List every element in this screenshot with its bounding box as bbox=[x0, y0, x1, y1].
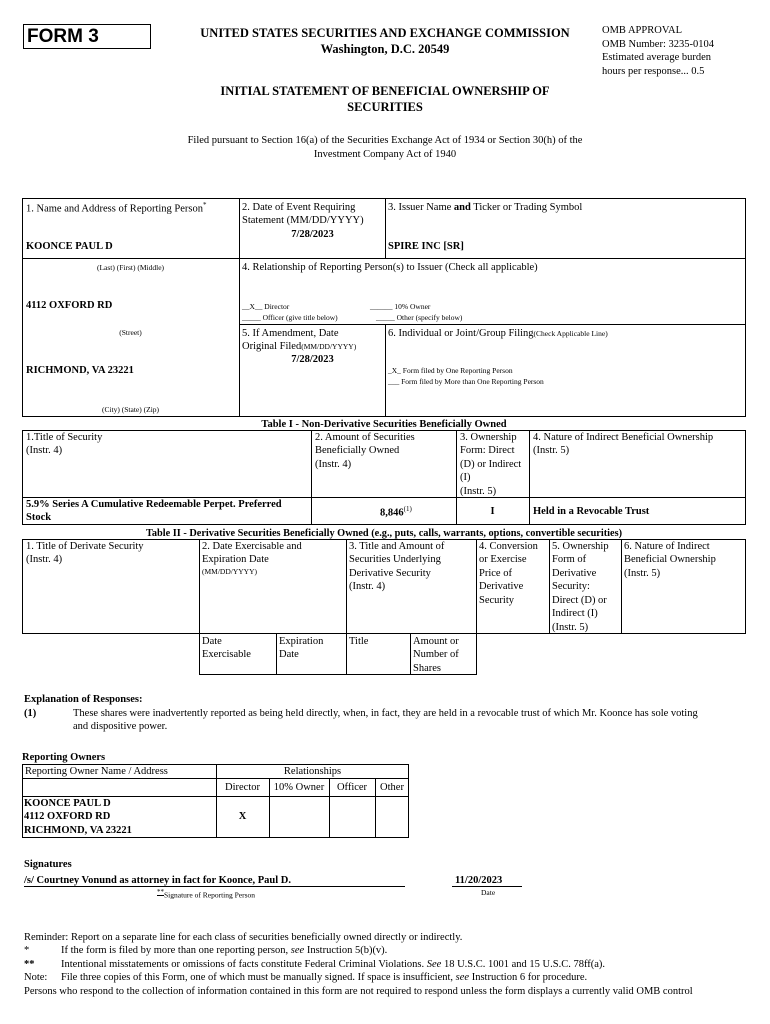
reporting-person-name: KOONCE PAUL D bbox=[26, 241, 113, 252]
note-label: Note: bbox=[24, 972, 48, 983]
note-text: File three copies of this Form, one of which must be manually signed. If space is insufficient, see Instruction 6 for procedure. bbox=[61, 972, 588, 983]
table1-col3-header: 3. Ownership Form: Direct (D) or Indirect (I) (Instr. 5) bbox=[460, 432, 522, 497]
owners-col-officer: Officer bbox=[336, 782, 368, 793]
table2-col5-header: 5. Ownership Form of Derivative Security: Direct (D) or Indirect (I) (Instr. 5) bbox=[552, 541, 609, 633]
sub-expiration-date: Expiration Date bbox=[279, 636, 324, 661]
omb-number: OMB Number: 3235-0104 bbox=[602, 38, 714, 50]
owners-col-other: Other bbox=[380, 782, 404, 793]
event-date: 7/28/2023 bbox=[291, 229, 334, 240]
director-checkbox[interactable]: __X__ Director bbox=[242, 302, 290, 311]
box1-label: 1. Name and Address of Reporting Person* bbox=[26, 201, 207, 215]
signatures-heading: Signatures bbox=[24, 859, 72, 870]
footnote-number: (1) bbox=[24, 708, 37, 719]
owners-col-name: Reporting Owner Name / Address bbox=[25, 766, 168, 777]
table1-col1-header: 1.Title of Security (Instr. 4) bbox=[26, 432, 103, 457]
table2-col1-header: 1. Title of Derivate Security (Instr. 4) bbox=[26, 541, 144, 566]
table2-col4-header: 4. Conversion or Exercise Price of Derivative Security bbox=[479, 541, 538, 606]
table1-row-title: 5.9% Series A Cumulative Redeemable Perpet. Preferred Stock bbox=[26, 499, 282, 524]
owner-address: KOONCE PAUL D 4112 OXFORD RD RICHMOND, VA 23221 bbox=[24, 798, 132, 836]
owners-heading: Reporting Owners bbox=[22, 752, 106, 763]
city-hint: (City) (State) (Zip) bbox=[101, 405, 160, 414]
explanation-heading: Explanation of Responses: bbox=[24, 694, 143, 705]
form-title-1: INITIAL STATEMENT OF BENEFICIAL OWNERSHIP OF bbox=[220, 84, 550, 98]
table1-row-nature: Held in a Revocable Trust bbox=[533, 506, 650, 517]
street-hint: (Street) bbox=[119, 328, 142, 337]
street-address: 4112 OXFORD RD bbox=[26, 300, 113, 311]
footnote-star2-text: Intentional misstatements or omissions of facts constitute Federal Criminal Violations. See 18 U.S.C. 1001 and 15 U.S.C. 78ff(a). bbox=[61, 959, 606, 970]
table1-title: Table I - Non-Derivative Securities Beneficially Owned bbox=[261, 419, 507, 430]
form-title-2: SECURITIES bbox=[347, 100, 423, 114]
date-caption: Date bbox=[481, 888, 496, 897]
signature-date: 11/20/2023 bbox=[455, 875, 503, 886]
officer-checkbox[interactable]: _____ Officer (give title below) bbox=[242, 313, 338, 322]
form-label-box bbox=[23, 24, 151, 49]
signer-name: /s/ Courtney Vonund as attorney in fact for Koonce, Paul D. bbox=[24, 875, 291, 886]
omb-block bbox=[602, 24, 762, 78]
reminder-text: Reminder: Report on a separate line for each class of securities beneficially owned directly or indirectly. bbox=[24, 932, 463, 943]
table1-col4-header: 4. Nature of Indirect Beneficial Ownership (Instr. 5) bbox=[533, 432, 714, 457]
persons-notice: Persons who respond to the collection of information contained in this form are not required to respond unless the form displays a currently valid OMB control bbox=[24, 986, 693, 997]
box5-label: 5. If Amendment, Date Original Filed(MM/DD/YYYY) bbox=[242, 328, 357, 353]
omb-burden-1: Estimated average burden bbox=[602, 52, 712, 63]
table1-row-form: I bbox=[490, 506, 495, 517]
sub-amount-shares: Amount or Number of Shares bbox=[413, 636, 459, 674]
box3-label: 3. Issuer Name and Ticker or Trading Symbol bbox=[388, 202, 583, 213]
agency-name: UNITED STATES SECURITIES AND EXCHANGE COMMISSION bbox=[200, 26, 570, 40]
owner-director-mark: X bbox=[238, 811, 247, 822]
table2-col3-header: 3. Title and Amount of Securities Underlying Derivative Security (Instr. 4) bbox=[349, 541, 445, 593]
owners-col-director: Director bbox=[225, 782, 260, 793]
city-state-zip: RICHMOND, VA 23221 bbox=[26, 365, 134, 376]
footnote-text: These shares were inadvertently reported as being held directly, when, in fact, they are held in a revocable trust of which Mr. Koonce has sole voting and dispositive power. bbox=[73, 708, 698, 733]
filed-pursuant-1: Filed pursuant to Section 16(a) of the Securities Exchange Act of 1934 or Section 30(h) of the bbox=[187, 135, 583, 146]
footnote-star2-mark: ** bbox=[24, 959, 35, 970]
box6-label: 6. Individual or Joint/Group Filing(Check Applicable Line) bbox=[388, 328, 608, 339]
agency-city: Washington, D.C. 20549 bbox=[320, 42, 450, 56]
sub-title: Title bbox=[349, 636, 369, 647]
table1-row-amount: 8,846$^{(1)}$ bbox=[380, 505, 412, 519]
table2-col2-header: 2. Date Exercisable and Expiration Date (MM/DD/YYYY) bbox=[202, 541, 302, 576]
sub-date-exercisable: Date Exercisable bbox=[202, 636, 251, 661]
amendment-date: 7/28/2023 bbox=[291, 354, 334, 365]
ten-pct-owner-checkbox[interactable]: ______ 10% Owner bbox=[370, 302, 431, 311]
table2-col6-header: 6. Nature of Indirect Beneficial Ownership (Instr. 5) bbox=[624, 541, 716, 579]
signature-caption: **Signature of Reporting Person bbox=[157, 888, 256, 900]
name-hint: (Last) (First) (Middle) bbox=[96, 263, 165, 272]
form-label: FORM 3 bbox=[27, 26, 99, 47]
box2-label: 2. Date of Event Requiring Statement (MM/DD/YYYY) bbox=[242, 202, 364, 227]
filed-pursuant-2: Investment Company Act of 1940 bbox=[313, 149, 457, 160]
omb-approval: OMB APPROVAL bbox=[602, 25, 683, 36]
box4-label: 4. Relationship of Reporting Person(s) to Issuer (Check all applicable) bbox=[242, 262, 538, 273]
issuer-name: SPIRE INC [SR] bbox=[388, 241, 464, 252]
table1-col2-header: 2. Amount of Securities Beneficially Owned (Instr. 4) bbox=[315, 432, 415, 470]
omb-burden-2: hours per response... 0.5 bbox=[602, 65, 705, 77]
table2-title: Table II - Derivative Securities Beneficially Owned (e.g., puts, calls, warrants, options, convertible securities) bbox=[145, 528, 623, 539]
multi-person-filing[interactable]: ___ Form filed by More than One Reporting Person bbox=[388, 377, 544, 386]
footnote-star1-text: If the form is filed by more than one reporting person, see Instruction 5(b)(v). bbox=[61, 945, 388, 956]
one-person-filing[interactable]: _X_ Form filed by One Reporting Person bbox=[388, 366, 513, 375]
owners-col-relationships: Relationships bbox=[283, 766, 342, 777]
footnote-star1-mark: * bbox=[24, 945, 30, 956]
other-checkbox[interactable]: _____ Other (specify below) bbox=[376, 313, 463, 322]
owners-col-ten-pct: 10% Owner bbox=[273, 782, 325, 793]
